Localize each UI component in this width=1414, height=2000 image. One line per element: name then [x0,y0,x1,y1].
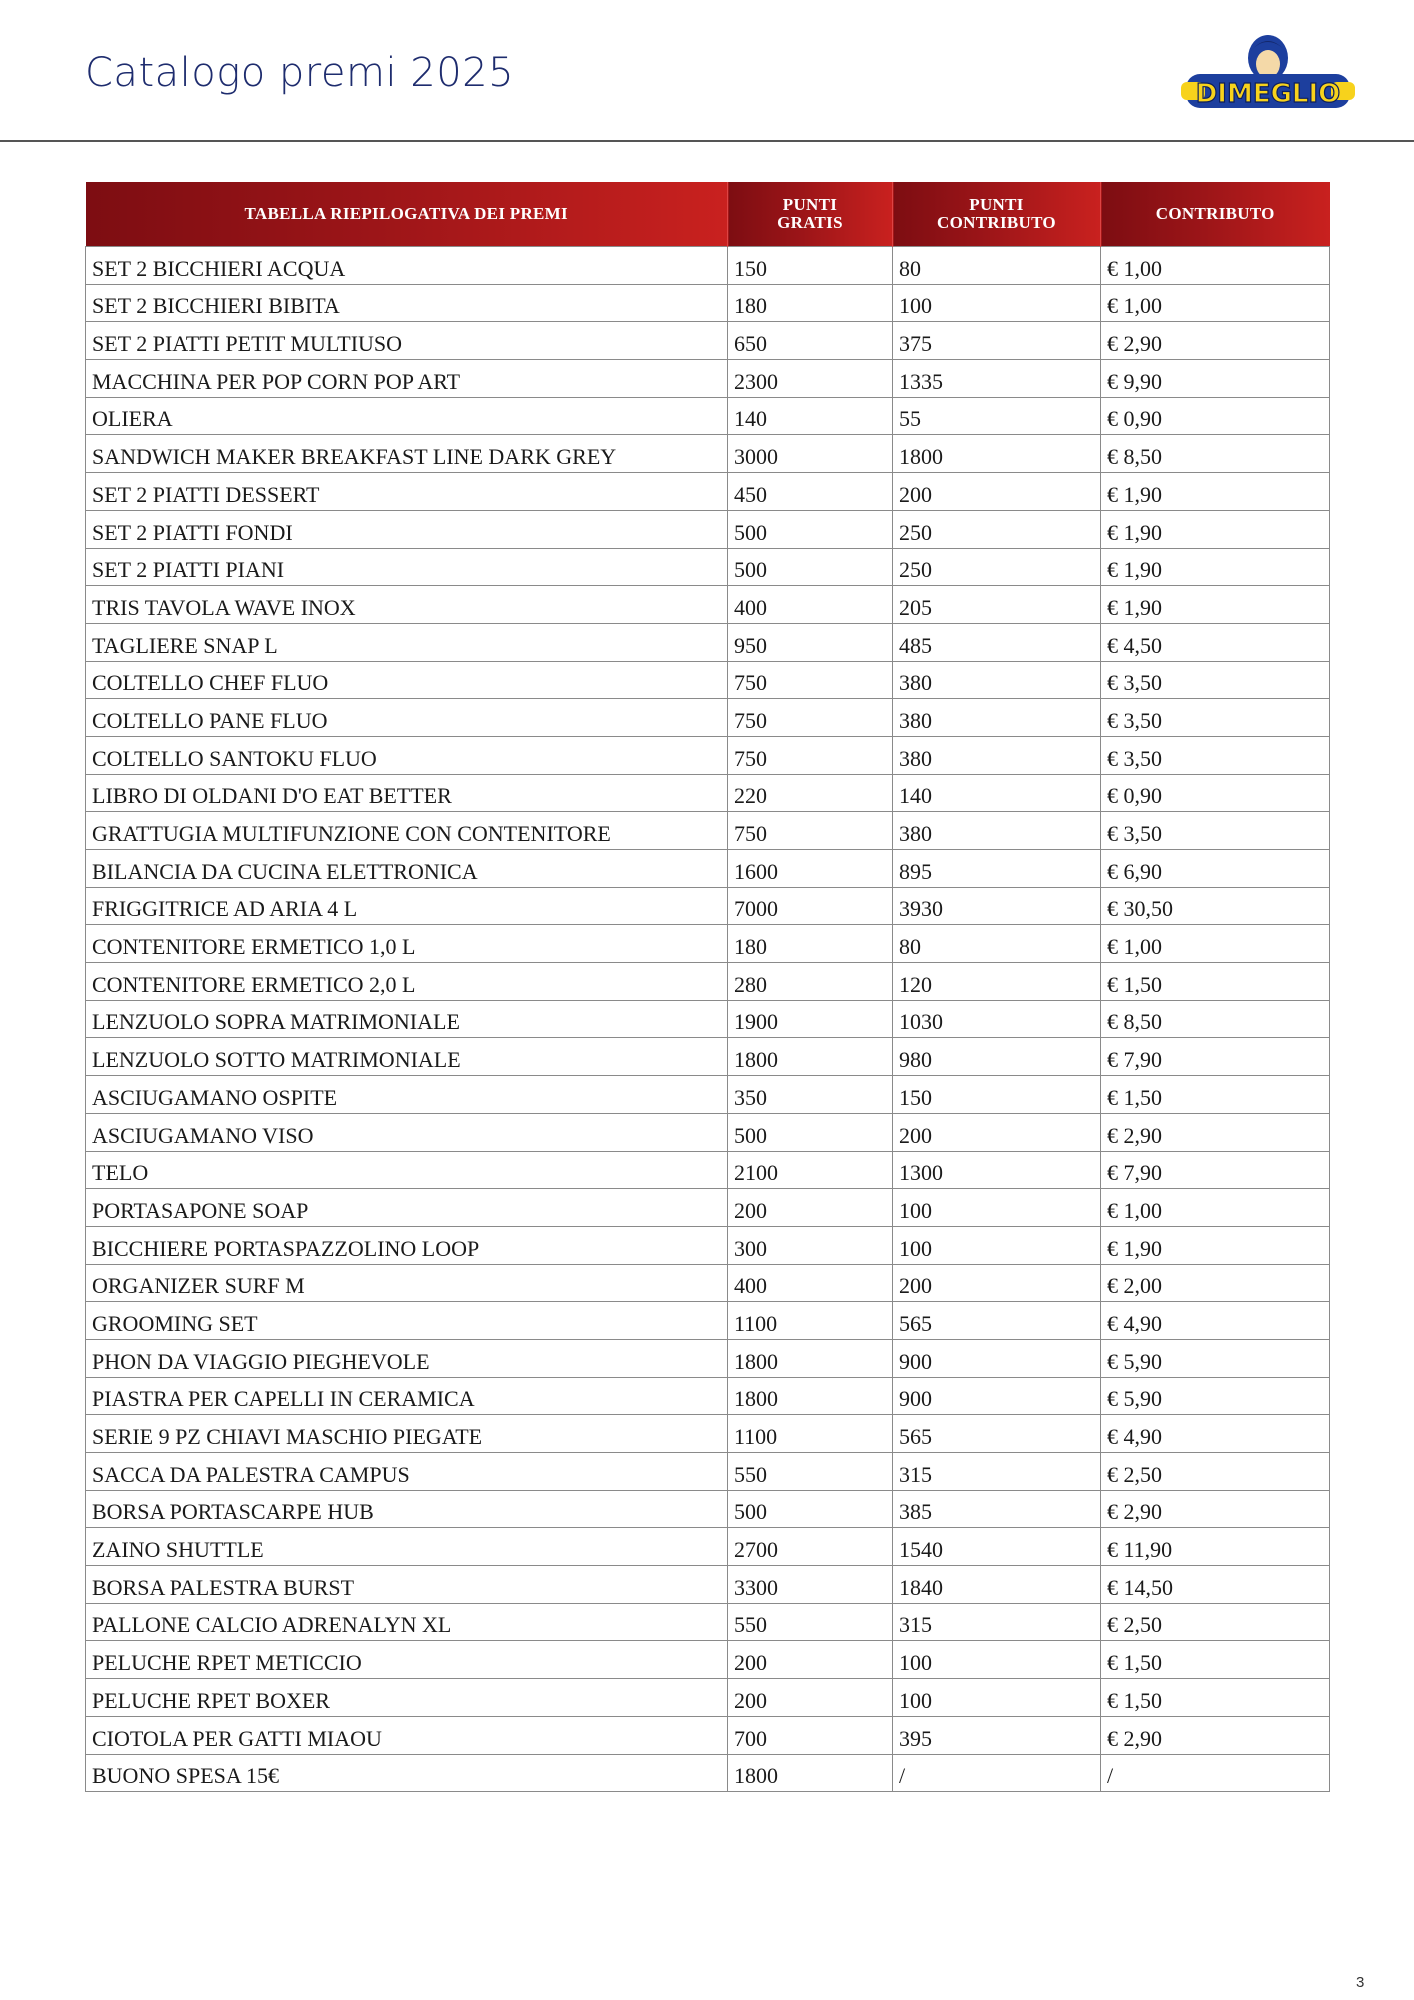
table-row [86,1716,1330,1754]
free-points-cell: 700 [728,1716,893,1754]
prize-name-cell: COLTELLO PANE FLUO [86,699,728,737]
contribution-points-cell: 395 [893,1716,1101,1754]
prize-name-cell: COLTELLO CHEF FLUO [86,661,728,699]
table-header-row [86,182,1330,247]
prize-name-cell: MACCHINA PER POP CORN POP ART [86,360,728,398]
prize-name-cell: GRATTUGIA MULTIFUNZIONE CON CONTENITORE [86,812,728,850]
contribution-points-cell: 565 [893,1302,1101,1340]
contribution-cell: € 3,50 [1101,661,1330,699]
contribution-cell: € 3,50 [1101,812,1330,850]
prize-name-cell: SET 2 BICCHIERI BIBITA [86,284,728,322]
contribution-cell: € 1,90 [1101,548,1330,586]
table-row [86,1453,1330,1491]
free-points-cell: 950 [728,623,893,661]
contribution-points-cell: / [893,1754,1101,1792]
table-row [86,435,1330,473]
contribution-points-cell: 1335 [893,360,1101,398]
contribution-points-cell: 200 [893,473,1101,511]
table-row [86,812,1330,850]
table-row [86,925,1330,963]
table-row [86,510,1330,548]
free-points-cell: 200 [728,1679,893,1717]
free-points-cell: 2100 [728,1151,893,1189]
contribution-cell: € 4,90 [1101,1302,1330,1340]
contribution-points-cell: 250 [893,510,1101,548]
prize-name-cell: LENZUOLO SOTTO MATRIMONIALE [86,1038,728,1076]
free-points-cell: 180 [728,284,893,322]
free-points-cell: 550 [728,1453,893,1491]
contribution-points-cell: 895 [893,850,1101,888]
contribution-cell: € 5,90 [1101,1339,1330,1377]
free-points-cell: 1800 [728,1339,893,1377]
table-row [86,1000,1330,1038]
contribution-cell: € 6,90 [1101,850,1330,888]
free-points-cell: 3300 [728,1566,893,1604]
free-points-cell: 750 [728,661,893,699]
table-row [86,1490,1330,1528]
free-points-cell: 180 [728,925,893,963]
table-row [86,1189,1330,1227]
table-row [86,774,1330,812]
contribution-cell: / [1101,1754,1330,1792]
contribution-cell: € 5,90 [1101,1377,1330,1415]
contribution-cell: € 4,50 [1101,623,1330,661]
free-points-cell: 3000 [728,435,893,473]
contribution-cell: € 7,90 [1101,1151,1330,1189]
table-row [86,1679,1330,1717]
free-points-cell: 1800 [728,1754,893,1792]
table-row [86,1076,1330,1114]
free-points-cell: 1800 [728,1038,893,1076]
contribution-cell: € 1,90 [1101,586,1330,624]
contribution-points-cell: 120 [893,963,1101,1001]
prize-name-cell: PALLONE CALCIO ADRENALYN XL [86,1603,728,1641]
header-divider [0,140,1414,142]
free-points-cell: 450 [728,473,893,511]
contribution-cell: € 8,50 [1101,1000,1330,1038]
contribution-cell: € 4,90 [1101,1415,1330,1453]
table-row [86,284,1330,322]
table-row [86,963,1330,1001]
prize-name-cell: SANDWICH MAKER BREAKFAST LINE DARK GREY [86,435,728,473]
free-points-cell: 2700 [728,1528,893,1566]
contribution-points-cell: 100 [893,1641,1101,1679]
table-row [86,887,1330,925]
prize-name-cell: LENZUOLO SOPRA MATRIMONIALE [86,1000,728,1038]
contribution-cell: € 2,50 [1101,1603,1330,1641]
contribution-points-cell: 375 [893,322,1101,360]
prize-name-cell: ASCIUGAMANO VISO [86,1113,728,1151]
contribution-cell: € 0,90 [1101,774,1330,812]
prize-name-cell: SET 2 PIATTI PIANI [86,548,728,586]
column-header-contribution: CONTRIBUTO [1101,182,1330,247]
contribution-cell: € 8,50 [1101,435,1330,473]
contribution-points-cell: 1030 [893,1000,1101,1038]
contribution-cell: € 3,50 [1101,699,1330,737]
contribution-points-cell: 315 [893,1603,1101,1641]
contribution-cell: € 2,90 [1101,1716,1330,1754]
prize-name-cell: PHON DA VIAGGIO PIEGHEVOLE [86,1339,728,1377]
free-points-cell: 1600 [728,850,893,888]
contribution-points-cell: 565 [893,1415,1101,1453]
contribution-cell: € 1,90 [1101,1226,1330,1264]
contribution-points-cell: 1300 [893,1151,1101,1189]
contribution-cell: € 1,00 [1101,284,1330,322]
contribution-points-cell: 55 [893,397,1101,435]
prize-name-cell: SET 2 BICCHIERI ACQUA [86,247,728,285]
free-points-cell: 500 [728,510,893,548]
table-row [86,1151,1330,1189]
table-row [86,1415,1330,1453]
prize-name-cell: LIBRO DI OLDANI D'O EAT BETTER [86,774,728,812]
free-points-cell: 280 [728,963,893,1001]
prize-name-cell: FRIGGITRICE AD ARIA 4 L [86,887,728,925]
contribution-points-cell: 140 [893,774,1101,812]
prize-name-cell: COLTELLO SANTOKU FLUO [86,736,728,774]
contribution-cell: € 1,50 [1101,1076,1330,1114]
contribution-cell: € 9,90 [1101,360,1330,398]
table-row [86,1754,1330,1792]
free-points-cell: 650 [728,322,893,360]
contribution-cell: € 3,50 [1101,736,1330,774]
table-row [86,661,1330,699]
contribution-cell: € 1,90 [1101,473,1330,511]
free-points-cell: 7000 [728,887,893,925]
table-row [86,1566,1330,1604]
table-row [86,322,1330,360]
table-row [86,699,1330,737]
contribution-points-cell: 3930 [893,887,1101,925]
contribution-cell: € 1,00 [1101,247,1330,285]
column-header-contribution-points: PUNTI CONTRIBUTO [893,182,1101,247]
table-row [86,1641,1330,1679]
page-number: 3 [1356,1974,1365,1991]
table-row [86,1264,1330,1302]
contribution-points-cell: 250 [893,548,1101,586]
contribution-cell: € 11,90 [1101,1528,1330,1566]
free-points-cell: 750 [728,736,893,774]
contribution-cell: € 1,00 [1101,1189,1330,1227]
free-points-cell: 140 [728,397,893,435]
table-row [86,1302,1330,1340]
prize-name-cell: CONTENITORE ERMETICO 2,0 L [86,963,728,1001]
contribution-cell: € 2,90 [1101,1490,1330,1528]
contribution-points-cell: 205 [893,586,1101,624]
contribution-points-cell: 200 [893,1264,1101,1302]
prize-name-cell: PELUCHE RPET BOXER [86,1679,728,1717]
prize-name-cell: PIASTRA PER CAPELLI IN CERAMICA [86,1377,728,1415]
free-points-cell: 400 [728,586,893,624]
free-points-cell: 1100 [728,1415,893,1453]
prize-name-cell: SET 2 PIATTI FONDI [86,510,728,548]
table-row [86,247,1330,285]
table-row [86,736,1330,774]
contribution-points-cell: 380 [893,699,1101,737]
table-row [86,1339,1330,1377]
free-points-cell: 350 [728,1076,893,1114]
contribution-cell: € 30,50 [1101,887,1330,925]
free-points-cell: 400 [728,1264,893,1302]
contribution-points-cell: 100 [893,1226,1101,1264]
contribution-cell: € 1,90 [1101,510,1330,548]
prize-name-cell: CIOTOLA PER GATTI MIAOU [86,1716,728,1754]
free-points-cell: 550 [728,1603,893,1641]
contribution-points-cell: 900 [893,1339,1101,1377]
table-row [86,548,1330,586]
table-row [86,473,1330,511]
prize-name-cell: ORGANIZER SURF M [86,1264,728,1302]
contribution-cell: € 1,50 [1101,963,1330,1001]
prize-name-cell: BICCHIERE PORTASPAZZOLINO LOOP [86,1226,728,1264]
table-row [86,397,1330,435]
contribution-points-cell: 100 [893,284,1101,322]
prize-name-cell: BORSA PALESTRA BURST [86,1566,728,1604]
column-header-prize: TABELLA RIEPILOGATIVA DEI PREMI [86,182,728,247]
contribution-points-cell: 900 [893,1377,1101,1415]
contribution-cell: € 0,90 [1101,397,1330,435]
free-points-cell: 2300 [728,360,893,398]
contribution-cell: € 2,90 [1101,1113,1330,1151]
contribution-points-cell: 100 [893,1189,1101,1227]
contribution-points-cell: 80 [893,925,1101,963]
free-points-cell: 500 [728,1490,893,1528]
page-title: Catalogo premi 2025 [85,50,515,96]
table-row [86,1038,1330,1076]
contribution-cell: € 7,90 [1101,1038,1330,1076]
contribution-points-cell: 150 [893,1076,1101,1114]
column-header-free-points: PUNTI GRATIS [728,182,893,247]
table-row [86,1377,1330,1415]
table-row [86,623,1330,661]
prize-name-cell: ASCIUGAMANO OSPITE [86,1076,728,1114]
prize-name-cell: TRIS TAVOLA WAVE INOX [86,586,728,624]
free-points-cell: 200 [728,1641,893,1679]
prize-name-cell: CONTENITORE ERMETICO 1,0 L [86,925,728,963]
table-row [86,1113,1330,1151]
prize-name-cell: SERIE 9 PZ CHIAVI MASCHIO PIEGATE [86,1415,728,1453]
table-row [86,1226,1330,1264]
table-body [86,247,1330,1792]
contribution-points-cell: 200 [893,1113,1101,1151]
table-row [86,586,1330,624]
prize-name-cell: BUONO SPESA 15€ [86,1754,728,1792]
free-points-cell: 500 [728,548,893,586]
contribution-points-cell: 100 [893,1679,1101,1717]
svg-text:DIMEGLIO: DIMEGLIO [1195,79,1341,109]
contribution-points-cell: 380 [893,812,1101,850]
prize-name-cell: TAGLIERE SNAP L [86,623,728,661]
prize-summary-table [85,182,1330,1792]
free-points-cell: 1900 [728,1000,893,1038]
contribution-cell: € 2,90 [1101,322,1330,360]
contribution-points-cell: 380 [893,661,1101,699]
free-points-cell: 750 [728,812,893,850]
contribution-points-cell: 380 [893,736,1101,774]
free-points-cell: 220 [728,774,893,812]
prize-name-cell: BILANCIA DA CUCINA ELETTRONICA [86,850,728,888]
contribution-points-cell: 385 [893,1490,1101,1528]
free-points-cell: 500 [728,1113,893,1151]
contribution-points-cell: 1800 [893,435,1101,473]
prize-name-cell: PORTASAPONE SOAP [86,1189,728,1227]
table-row [86,850,1330,888]
contribution-points-cell: 1540 [893,1528,1101,1566]
contribution-cell: € 2,00 [1101,1264,1330,1302]
prize-name-cell: GROOMING SET [86,1302,728,1340]
free-points-cell: 1800 [728,1377,893,1415]
prize-name-cell: ZAINO SHUTTLE [86,1528,728,1566]
contribution-cell: € 2,50 [1101,1453,1330,1491]
contribution-cell: € 1,50 [1101,1641,1330,1679]
contribution-cell: € 1,50 [1101,1679,1330,1717]
contribution-points-cell: 485 [893,623,1101,661]
contribution-cell: € 14,50 [1101,1566,1330,1604]
contribution-cell: € 1,00 [1101,925,1330,963]
contribution-points-cell: 315 [893,1453,1101,1491]
contribution-points-cell: 80 [893,247,1101,285]
prize-name-cell: TELO [86,1151,728,1189]
prize-name-cell: SET 2 PIATTI DESSERT [86,473,728,511]
prize-name-cell: BORSA PORTASCARPE HUB [86,1490,728,1528]
free-points-cell: 750 [728,699,893,737]
prize-name-cell: OLIERA [86,397,728,435]
table-row [86,360,1330,398]
free-points-cell: 300 [728,1226,893,1264]
free-points-cell: 150 [728,247,893,285]
free-points-cell: 200 [728,1189,893,1227]
table-row [86,1528,1330,1566]
prize-name-cell: PELUCHE RPET METICCIO [86,1641,728,1679]
table-row [86,1603,1330,1641]
prize-name-cell: SET 2 PIATTI PETIT MULTIUSO [86,322,728,360]
contribution-points-cell: 980 [893,1038,1101,1076]
free-points-cell: 1100 [728,1302,893,1340]
prize-name-cell: SACCA DA PALESTRA CAMPUS [86,1453,728,1491]
contribution-points-cell: 1840 [893,1566,1101,1604]
dimeglio-logo [1178,28,1358,120]
